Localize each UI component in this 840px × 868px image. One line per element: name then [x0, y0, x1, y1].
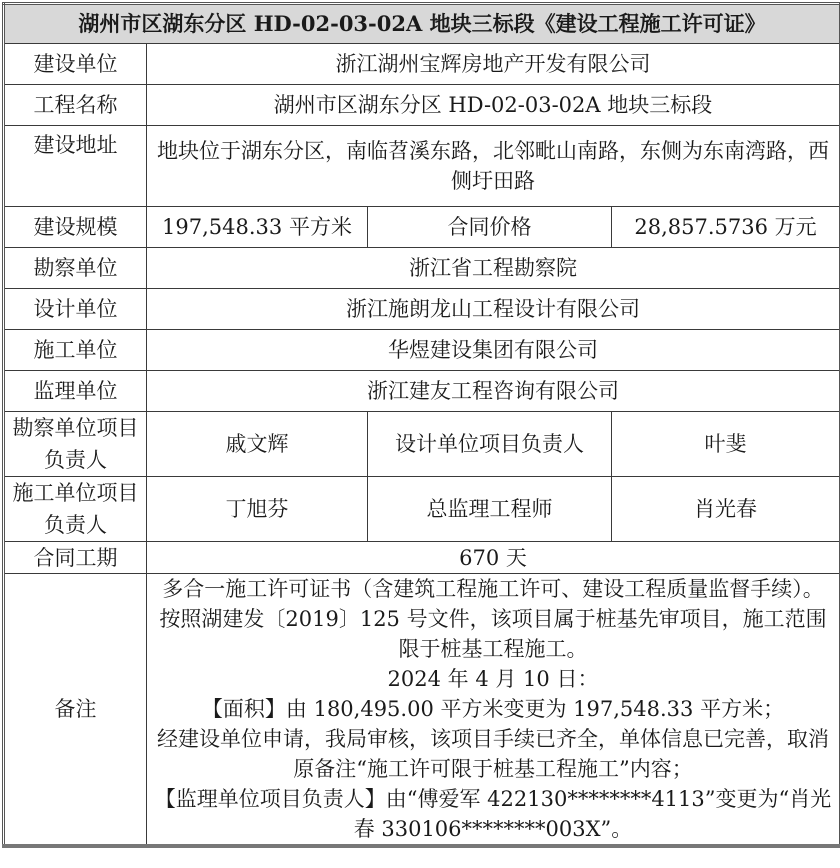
remarks-paragraph: 经建设单位申请，我局审核，该项目手续已齐全，单体信息已完善，取消原备注“施工许可限于桩基工程施工”内容； [157, 727, 829, 781]
supervision-unit-value: 浙江建友工程咨询有限公司 [147, 371, 840, 412]
contract-price-value: 28,857.5736 万元 [612, 207, 840, 248]
row-design-unit [4, 289, 840, 330]
project-name-label: 工程名称 [4, 85, 147, 126]
row-supervision-unit [4, 371, 840, 412]
developer-label: 建设单位 [4, 44, 147, 85]
row-address [4, 126, 840, 207]
project-name-value: 湖州市区湖东分区 HD-02-03-02A 地块三标段 [147, 85, 840, 126]
contract-period-label: 合同工期 [4, 542, 147, 574]
permit-table [2, 2, 840, 848]
design-unit-label: 设计单位 [4, 289, 147, 330]
row-contract-period [4, 542, 840, 574]
design-manager-label: 设计单位项目负责人 [368, 412, 612, 477]
row-survey-manager [4, 412, 840, 477]
row-scale [4, 207, 840, 248]
construction-unit-value: 华煜建设集团有限公司 [147, 330, 840, 371]
address-label: 建设地址 [4, 126, 147, 207]
survey-unit-label: 勘察单位 [4, 248, 147, 289]
row-developer [4, 44, 840, 85]
remarks-paragraph: 【面积】由 180,495.00 平方米变更为 197,548.33 平方米； [201, 697, 785, 721]
chief-supervisor-label: 总监理工程师 [368, 477, 612, 542]
remarks-paragraph: 【监理单位项目负责人】由“傅爱军 422130********4113”变更为“肖光春 330106********003X”。 [154, 787, 832, 841]
survey-unit-value: 浙江省工程勘察院 [147, 248, 840, 289]
construction-unit-label: 施工单位 [4, 330, 147, 371]
survey-manager-value: 戚文辉 [147, 412, 368, 477]
design-unit-value: 浙江施朗龙山工程设计有限公司 [147, 289, 840, 330]
construction-manager-value: 丁旭芬 [147, 477, 368, 542]
construction-manager-label: 施工单位项目负责人 [4, 477, 147, 542]
row-survey-unit [4, 248, 840, 289]
document-title: 湖州市区湖东分区 HD-02-03-02A 地块三标段《建设工程施工许可证》 [4, 4, 840, 44]
survey-manager-label: 勘察单位项目负责人 [4, 412, 147, 477]
address-value: 地块位于湖东分区，南临苕溪东路，北邻毗山南路，东侧为东南湾路，西侧圩田路 [147, 126, 840, 207]
contract-period-value: 670 天 [147, 542, 840, 574]
remarks-paragraph: 2024 年 4 月 10 日： [387, 667, 599, 691]
scale-label: 建设规模 [4, 207, 147, 248]
scale-value: 197,548.33 平方米 [147, 207, 368, 248]
design-manager-value: 叶斐 [612, 412, 840, 477]
row-construction-manager [4, 477, 840, 542]
supervision-unit-label: 监理单位 [4, 371, 147, 412]
remarks-label: 备注 [4, 574, 147, 847]
remarks-content [147, 574, 840, 847]
row-project-name [4, 85, 840, 126]
remarks-paragraph: 多合一施工许可证书（含建筑工程施工许可、建设工程质量监督手续）。按照湖建发〔2019〕125 号文件，该项目属于桩基先审项目，施工范围限于桩基工程施工。 [159, 577, 827, 661]
row-remarks [4, 574, 840, 847]
row-construction-unit [4, 330, 840, 371]
developer-value: 浙江湖州宝辉房地产开发有限公司 [147, 44, 840, 85]
chief-supervisor-value: 肖光春 [612, 477, 840, 542]
contract-price-label: 合同价格 [368, 207, 612, 248]
